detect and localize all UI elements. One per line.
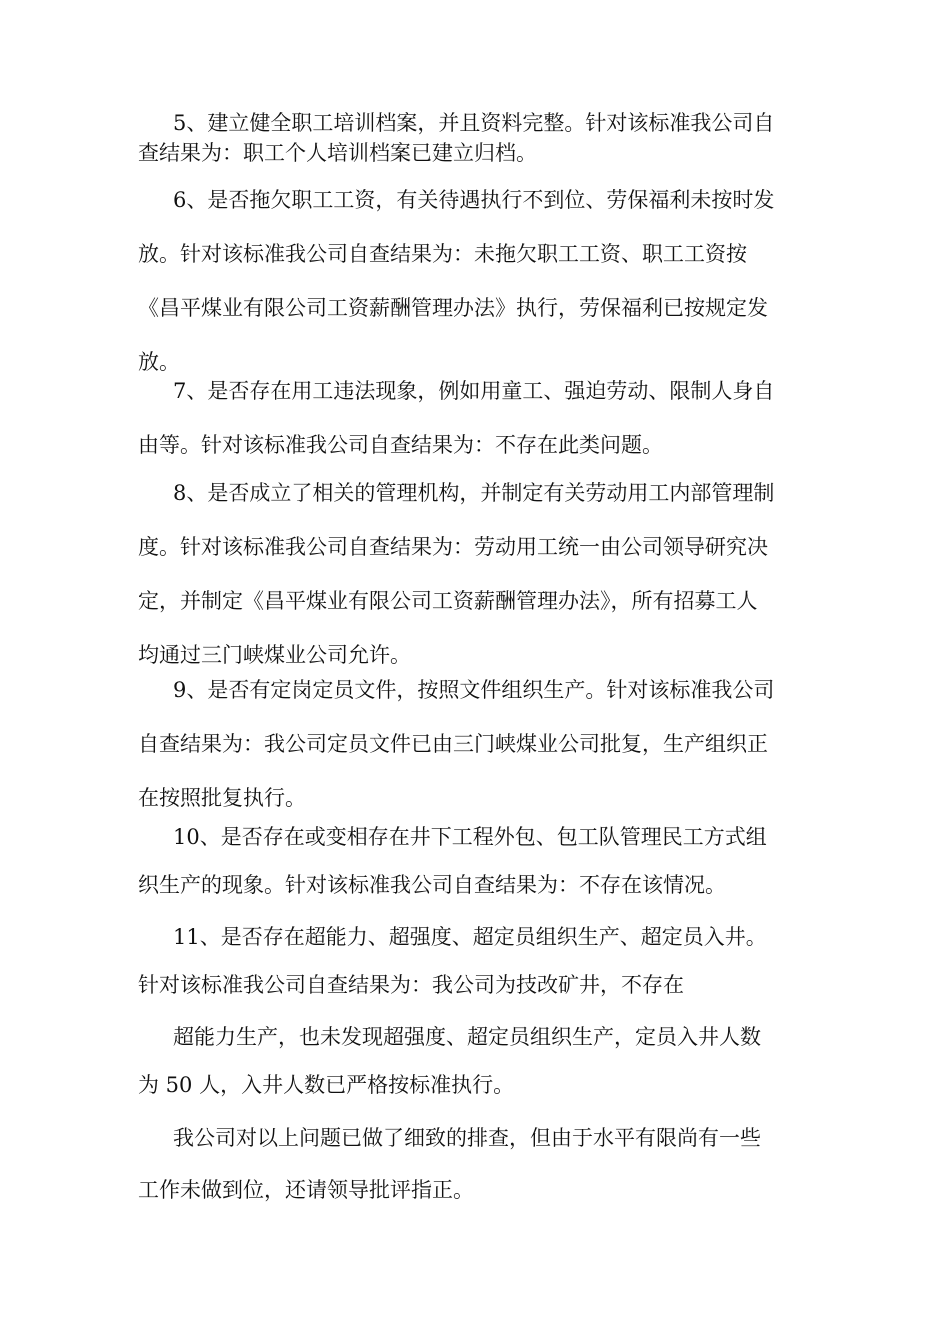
- paragraph-continuation: [138, 1013, 810, 1109]
- paragraph-line: 查结果为：职工个人培训档案已建立归档。: [138, 141, 537, 165]
- paragraph-line: 为 50 人，入井人数已严格按标准执行。: [138, 1073, 515, 1097]
- paragraph-line: 工作未做到位，还请领导批评指正。: [138, 1178, 474, 1202]
- paragraph-line: 定，并制定《昌平煤业有限公司工资薪酬管理办法》，所有招募工人: [138, 589, 758, 613]
- paragraph-item-11: [138, 913, 810, 1009]
- paragraph-line: 7、是否存在用工违法现象，例如用童工、强迫劳动、限制人身自: [173, 379, 775, 403]
- paragraph-line: 放。针对该标准我公司自查结果为：未拖欠职工工资、职工工资按: [138, 242, 747, 266]
- paragraph-line: 自查结果为：我公司定员文件已由三门峡煤业公司批复，生产组织正: [138, 732, 768, 756]
- paragraph-conclusion: [138, 1112, 810, 1216]
- paragraph-line: 我公司对以上问题已做了细致的排查，但由于水平有限尚有一些: [173, 1126, 761, 1150]
- paragraph-line: 均通过三门峡煤业公司允许。: [138, 643, 411, 667]
- paragraph-line: 《昌平煤业有限公司工资薪酬管理办法》执行，劳保福利已按规定发: [138, 296, 768, 320]
- paragraph-item-5: [138, 108, 810, 168]
- paragraph-item-7: [138, 364, 810, 472]
- paragraph-line: 由等。针对该标准我公司自查结果为：不存在此类问题。: [138, 433, 663, 457]
- paragraph-item-6: [138, 173, 810, 389]
- paragraph-line: 6、是否拖欠职工工资，有关待遇执行不到位、劳保福利未按时发: [173, 188, 775, 212]
- paragraph-line: 5、建立健全职工培训档案，并且资料完整。针对该标准我公司自: [173, 111, 775, 135]
- paragraph-line: 9、是否有定岗定员文件，按照文件组织生产。针对该标准我公司: [173, 678, 775, 702]
- paragraph-line: 10、是否存在或变相存在井下工程外包、包工队管理民工方式组: [173, 825, 767, 849]
- paragraph-line: 织生产的现象。针对该标准我公司自查结果为：不存在该情况。: [138, 873, 726, 897]
- paragraph-line: 超能力生产，也未发现超强度、超定员组织生产，定员入井人数: [173, 1025, 761, 1049]
- paragraph-line: 放。: [138, 350, 180, 374]
- paragraph-line: 11、是否存在超能力、超强度、超定员组织生产、超定员入井。: [173, 925, 767, 949]
- paragraph-line: 在按照批复执行。: [138, 786, 306, 810]
- paragraph-line: 针对该标准我公司自查结果为：我公司为技改矿井，不存在: [138, 973, 684, 997]
- paragraph-line: 度。针对该标准我公司自查结果为：劳动用工统一由公司领导研究决: [138, 535, 768, 559]
- paragraph-item-9: [138, 663, 810, 825]
- paragraph-item-10: [138, 813, 810, 909]
- paragraph-item-8: [138, 466, 810, 682]
- paragraph-line: 8、是否成立了相关的管理机构，并制定有关劳动用工内部管理制: [173, 481, 775, 505]
